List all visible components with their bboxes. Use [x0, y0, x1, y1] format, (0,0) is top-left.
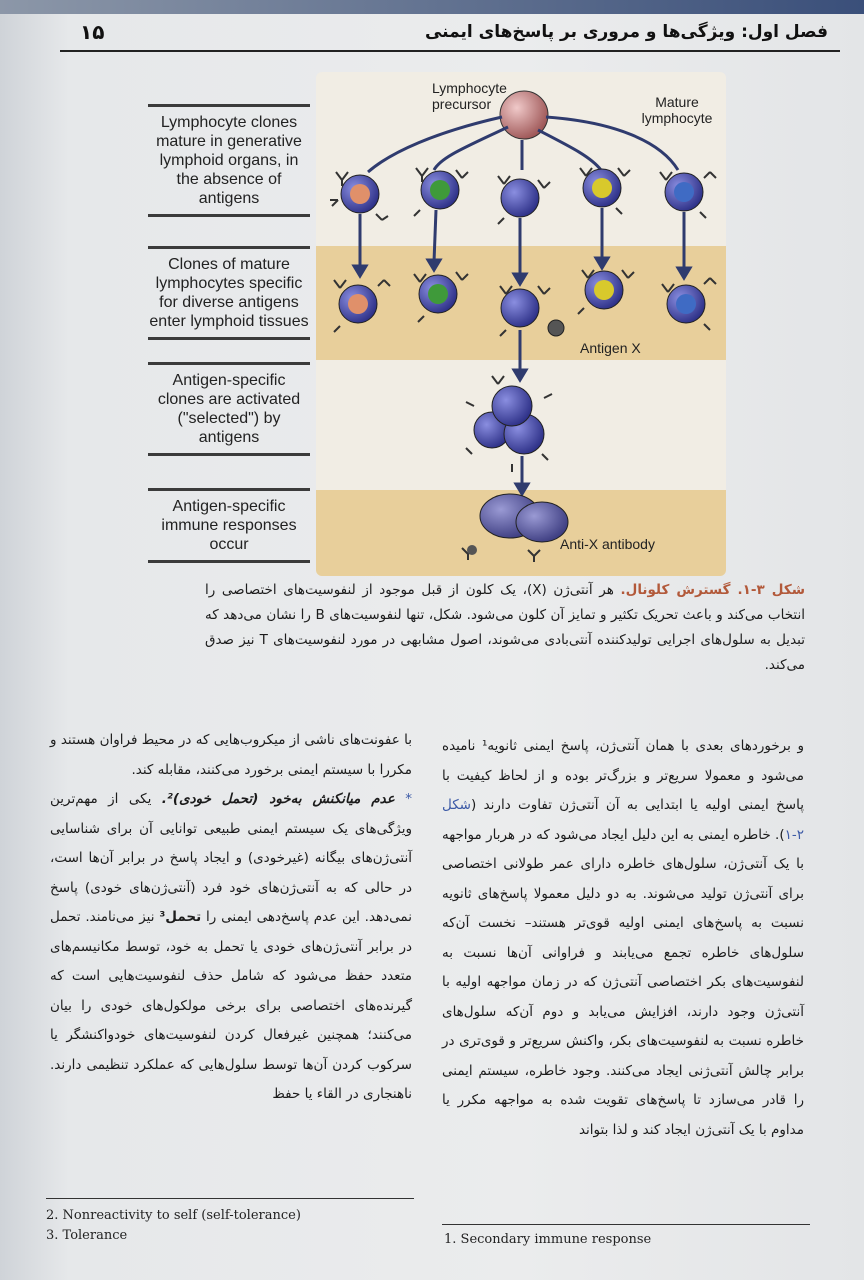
caption-body: هر آنتی‌ژن (X)، یک کلون از قبل موجود از لنفوسیت‌های اختصاصی را انتخاب می‌کند و باعث تحریک تکثیر و تمایز آن کلون می‌شود. شکل، تنها لنفوسیت‌های B را نشان می‌دهد که تبدیل به سلول‌های اجرایی تولیدکننده آنتی‌بادی می‌شوند، اصول مشابهی در مورد لنفوسیت‌های T نیز صدق می‌کند. [205, 582, 805, 673]
response-arrow [516, 456, 528, 494]
antibodies [462, 545, 540, 562]
footnote-rule-left [46, 1198, 414, 1199]
footnotes-right [444, 1230, 810, 1250]
plasma-cells [480, 494, 568, 542]
footnotes-left [46, 1206, 414, 1246]
antigen-x-particle [548, 320, 564, 336]
side-label-2: Clones of mature lymphocytes specific for diverse antigens enter lymphoid tissues [148, 246, 310, 340]
footnote-3: 3. Tolerance [46, 1228, 128, 1243]
migration-arrows [354, 208, 690, 284]
footnote-rule-right [442, 1224, 810, 1225]
activation-arrow [514, 330, 526, 380]
left-text-3: نیز می‌نامند. تحمل در برابر آنتی‌ژن‌های خودی یا تحمل به خود، توسط مکانیسم‌های متعدد حفظ می‌شود که شامل حذف لنفوسیت‌هایی است که گیرنده‌های اختصاصی برای برخی مولکول‌های خودی را بیان می‌کنند؛ همچنین غیرفعال کردن لنفوسیت‌های خودواکنشگر یا سرکوب کردن آن‌ها توسط سلول‌هایی که عملکرد تنظیمی دارند. ناهنجاری در القاء یا حفظ [50, 909, 412, 1102]
side-label-3: Antigen-specific clones are activated ("selected") by antigens [148, 362, 310, 456]
top-edge [0, 0, 864, 14]
left-text-1: با عفونت‌های ناشی از میکروب‌هایی که در محیط فراوان هستند و مکررا با سیستم ایمنی برخورد می‌کنند، مقابله کند. [50, 732, 412, 778]
side-label-1: Lymphocyte clones mature in generative lymphoid organs, in the absence of antigens [148, 104, 310, 217]
label-antigen-x: Antigen X [580, 340, 641, 356]
footnote-2: 2. Nonreactivity to self (self-tolerance) [46, 1208, 301, 1223]
label-precursor: Lymphocyte precursor [432, 80, 507, 112]
right-text-2: ). خاطره ایمنی به این دلیل ایجاد می‌شود که در هربار مواجهه با یک آنتی‌ژن، سلول‌های خاطره دارای عمر طولانی اختصاصی برای آنتی‌ژن تولید می‌شوند. به دو دلیل معمولا پاسخ‌های ثانویه نسبت به پاسخ‌های ایمنی اولیه قوی‌تر هستند– نخست آن‌که سلول‌های خاطره تجمع می‌یابند و فراوانی آن‌ها نسبت به لنفوسیت‌های بکر اختصاصی آنتی‌ژن که در زمان مواجهه اولیه با آنتی‌ژن وجود دارند، افزایش می‌یابد و دوم آن‌که سلول‌های خاطره نسبت به لنفوسیت‌های بکر، واکنش سریع‌تر و قوی‌تری در برابر چالش آنتی‌ژنی ایجاد می‌کنند. وجود خاطره، سیستم ایمنی را قادر می‌سازد تا پاسخ‌های تقویت شده به مواجهه مکرر یا مداوم با یک آنتی‌ژن ایجاد کند و لذا بتواند [442, 826, 804, 1138]
running-header [60, 18, 840, 52]
activated-clone [474, 386, 544, 454]
page-number: ۱۵ [80, 20, 105, 44]
text-column-left [50, 726, 412, 1110]
right-text-1: و برخوردهای بعدی با همان آنتی‌ژن، پاسخ ایمنی ثانویه¹ نامیده می‌شود و معمولا سریع‌تر و بزرگ‌تر بوده و از لحاظ کیفیت با پاسخ ایمنی اولیه یا ابتدایی به آن آنتی‌ژن تفاوت دارند ( [442, 738, 804, 813]
text-column-right [442, 732, 804, 1145]
term-tolerance: تحمل³ [159, 909, 202, 925]
left-text-2: یکی از مهم‌ترین ویژگی‌های یک سیستم ایمنی طبیعی توانایی آن برای شناسایی آنتی‌ژن‌های بیگانه (غیرخودی) و ایجاد پاسخ در برابر آن‌ها است، در حالی که به آنتی‌ژن‌های خود فرد (آنتی‌ژن‌های خودی) پاسخ نمی‌دهد. این عدم پاسخ‌دهی ایمنی را [50, 791, 412, 925]
footnote-1: 1. Secondary immune response [444, 1232, 652, 1247]
figure-caption [205, 578, 805, 678]
label-anti-x-antibody: Anti-X antibody [560, 536, 655, 552]
label-mature-lymphocyte: Mature lymphocyte [641, 94, 713, 126]
bullet-marker: * [394, 791, 412, 807]
figure-reference: شکل ۲-۱ [442, 797, 804, 843]
caption-title: شکل ۳-۱. گسترش کلونال. [620, 582, 805, 598]
term-self-tolerance: عدم میانکنش به‌خود (تحمل خودی)². [161, 791, 395, 807]
figure-drawing [316, 72, 726, 576]
side-label-4: Antigen-specific immune responses occur [148, 488, 310, 563]
row1-cells [341, 169, 703, 217]
chapter-title: فصل اول: ویژگی‌ها و مروری بر پاسخ‌های ایمنی [424, 22, 828, 42]
